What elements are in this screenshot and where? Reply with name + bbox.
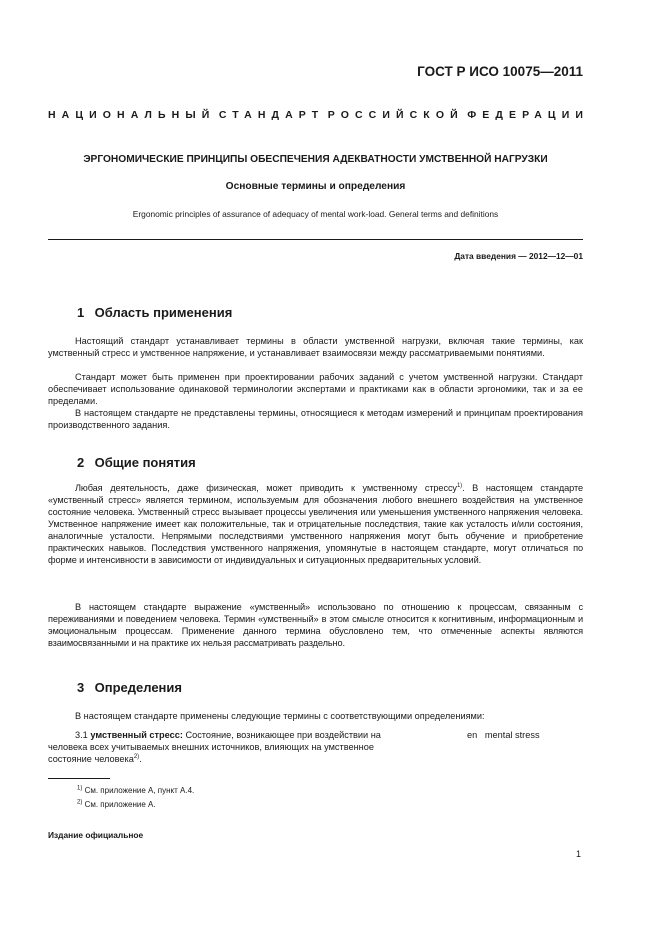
term-name: умственный стресс: xyxy=(90,730,183,740)
heading-word: НАЦИОНАЛЬНЫЙ xyxy=(48,109,216,121)
definition-text: . xyxy=(139,754,142,764)
document-subtitle: Основные термины и определения xyxy=(225,181,406,192)
paragraph-text: Любая деятельность, даже физическая, может приводить к умственному стрессу xyxy=(75,483,457,493)
heading-word: СТАНДАРТ xyxy=(218,109,325,121)
paragraph: В настоящем стандарте применены следующие термины с соответствующими определениями: xyxy=(75,711,485,721)
section-number: 1 xyxy=(77,305,85,320)
footnote-divider xyxy=(48,778,110,779)
english-title: Ergonomic principles of assurance of adequacy of mental work-load. General terms and definitions xyxy=(132,209,499,219)
language-code: en xyxy=(467,730,478,740)
term-definition xyxy=(48,729,448,765)
standard-code: ГОСТ Р ИСО 10075—2011 xyxy=(417,64,583,79)
paragraph xyxy=(48,482,583,566)
footnote-ref: 1) xyxy=(456,482,463,489)
section-number: 2 xyxy=(77,455,85,470)
footnote xyxy=(77,800,156,809)
english-term: mental stress xyxy=(484,730,540,740)
definition-text: человека всех учитываемых внешних источников, влияющих на умственное xyxy=(48,742,374,752)
footnote-mark: 2) xyxy=(77,799,83,806)
footnote xyxy=(77,786,194,795)
definition-text: Состояние, возникающее при воздействии на xyxy=(185,730,381,740)
paragraph: В настоящем стандарте не представлены термины, относящиеся к методам измерений и принципам проектирования производственного задания. xyxy=(48,408,583,430)
section-title: Определения xyxy=(94,680,182,695)
definition-text: состояние человека xyxy=(48,754,134,764)
footnote-text: См. приложение А, пункт А.4. xyxy=(84,786,195,795)
section-title: Область применения xyxy=(94,305,233,320)
paragraph: Стандарт может быть применен при проектировании рабочих заданий с учетом умственной нагрузки. Стандарт обеспечивает использование одинаковой терминологии экспертами и практиками как в области эргономики, так и за ее пределами. xyxy=(48,372,583,406)
paragraph-text: . В настоящем стандарте «умственный стресс» является термином, используемым для обозначения любого внешнего воздействия на умственное состояние человека. Умственный стресс вызывает процессы увеличения или уменьшения умственного напряжения человека. Умственное напряжение имеет как положительные, так и отрицательные последствия, такие как усталость и/или состояния, аналогичные усталости. Непрямыми последствиями умственного напряжения могут быть обучение и приобретение практических навыков. Последствия умственного напряжения, упомянутые в настоящем стандарте, могут отличаться по форме и интенсивности в зависимости от индивидуальных и ситуационных предварительных условий. xyxy=(48,483,583,565)
section-number: 3 xyxy=(77,680,85,695)
document-title: ЭРГОНОМИЧЕСКИЕ ПРИНЦИПЫ ОБЕСПЕЧЕНИЯ АДЕКВАТНОСТИ УМСТВЕННОЙ НАГРУЗКИ xyxy=(83,154,548,165)
section-heading xyxy=(77,680,182,695)
official-edition-label: Издание официальное xyxy=(48,830,144,840)
footnote-text: См. приложение А. xyxy=(84,800,156,809)
section-title: Общие понятия xyxy=(94,455,196,470)
section-heading xyxy=(77,305,232,320)
footnote-ref: 2) xyxy=(133,753,140,760)
term-number: 3.1 xyxy=(75,730,88,740)
heading-word: РОССИЙСКОЙ xyxy=(327,109,464,121)
section-heading xyxy=(77,455,196,470)
english-equivalent xyxy=(467,729,540,741)
national-standard-heading xyxy=(48,109,589,121)
heading-word: ФЕДЕРАЦИИ xyxy=(467,109,589,121)
footnote-mark: 1) xyxy=(77,785,83,792)
page-number: 1 xyxy=(575,849,581,859)
introduction-date: Дата введения — 2012—12—01 xyxy=(454,251,583,261)
paragraph: Настоящий стандарт устанавливает термины в области умственной нагрузки, включая такие термины, как умственный стресс и умственное напряжение, и устанавливает взаимосвязи между рассматриваемыми понятиями. xyxy=(48,336,583,358)
paragraph: В настоящем стандарте выражение «умственный» использовано по отношению к процессам, связанным с переживаниями и поведением человека. Термин «умственный» в этом смысле относится к когнитивным, информационным и эмоциональным процессам. Применение данного термина обусловлено тем, что отмеченные аспекты являются взаимосвязанными и на практике их нельзя рассматривать раздельно. xyxy=(48,602,583,648)
title-divider xyxy=(48,239,583,240)
